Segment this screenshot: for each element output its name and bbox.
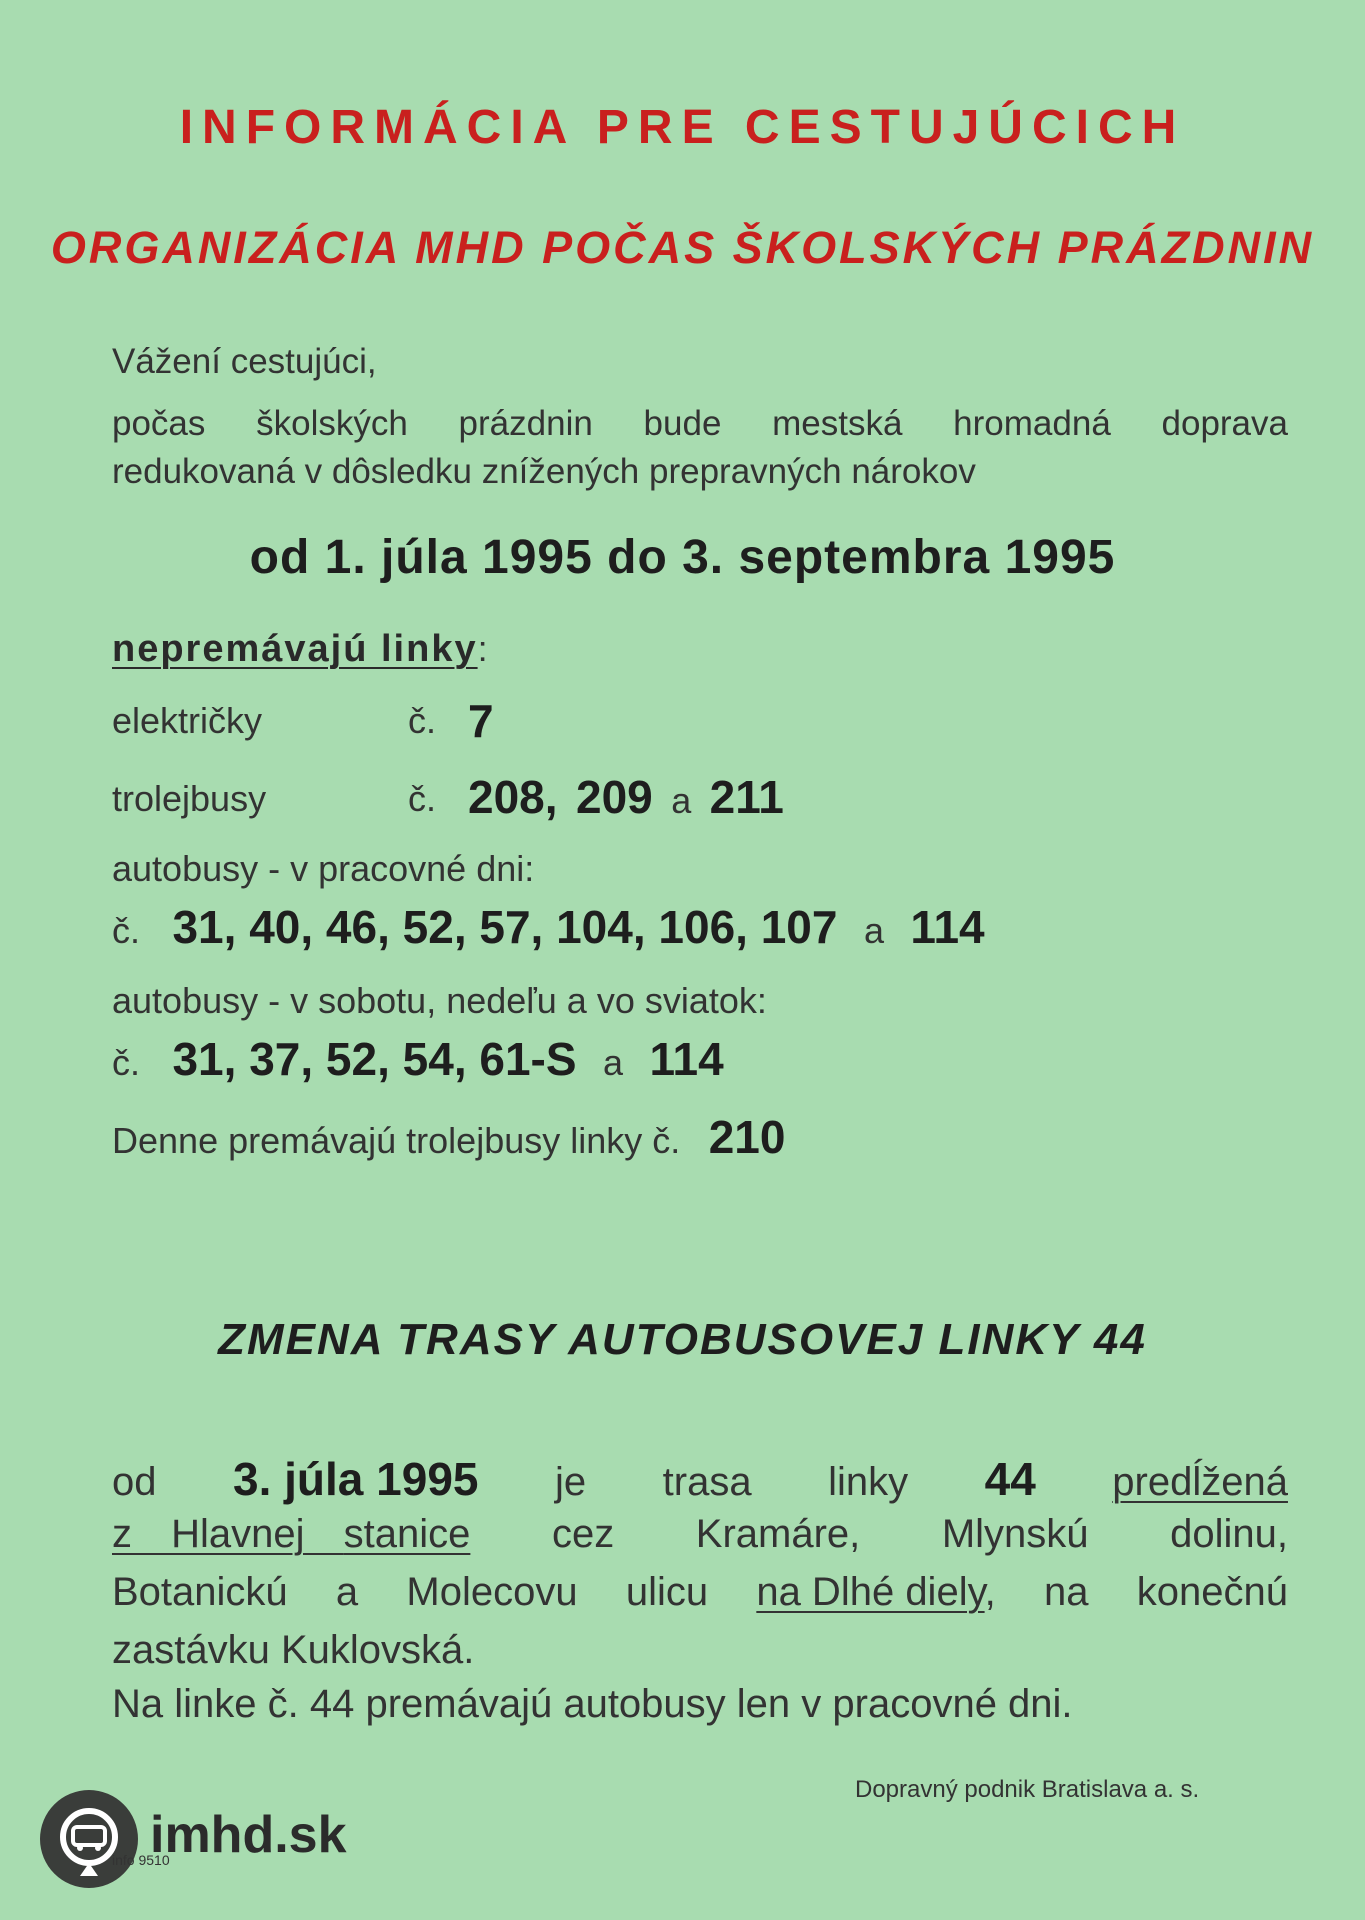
word: konečnú [1136, 1570, 1288, 1614]
buses-weekend-lines [112, 1032, 724, 1086]
word-extended: predĺžená [1112, 1460, 1288, 1504]
word: Botanickú [112, 1570, 288, 1614]
trolleybus-line: 209 [575, 771, 653, 823]
bus-line-last: 114 [910, 901, 985, 953]
buses-weekdays-label: autobusy - v pracovné dni: [112, 848, 535, 889]
word: dolinu, [1170, 1512, 1288, 1556]
word: cez [551, 1512, 615, 1556]
route-date: 3. júla 1995 [233, 1453, 479, 1505]
word: Mlynskú [941, 1512, 1089, 1556]
route-line-5: Na linke č. 44 premávajú autobusy len v pracovné dni. [112, 1682, 1073, 1726]
route-line-1 [112, 1452, 1288, 1506]
daily-line: 210 [708, 1111, 786, 1163]
daily-trolleybus [112, 1110, 785, 1164]
heading-colon: : [477, 628, 488, 669]
route-line-4: zastávku Kuklovská. [112, 1628, 475, 1672]
word: , [984, 1570, 996, 1614]
imhd-logo [40, 1790, 138, 1888]
info-stamp: info 9510 [112, 1852, 170, 1868]
page-title: INFORMÁCIA PRE CESTUJÚCICH [179, 101, 1186, 154]
word: Molecovu [406, 1570, 578, 1614]
word: ulicu [625, 1570, 709, 1614]
word: na [1043, 1570, 1089, 1614]
word: od [112, 1460, 157, 1504]
greeting: Vážení cestujúci, [112, 342, 377, 381]
trolleybuses-prefix: č. [408, 778, 437, 819]
to-dlhe-diely [756, 1570, 995, 1615]
bus-icon [40, 1790, 138, 1888]
trolleybuses-label: trolejbusy [112, 778, 267, 819]
trolleybus-line: 211 [709, 771, 784, 823]
buses-weekdays-prefix: č. [112, 910, 141, 951]
trams-prefix: č. [408, 700, 437, 741]
intro-line-1: počas školských prázdnin bude mestská hromadná doprava [112, 404, 1288, 443]
word: Kramáre, [695, 1512, 861, 1556]
word: z Hlavnej [112, 1512, 305, 1556]
buses-weekend-prefix: č. [112, 1042, 141, 1083]
imhd-logo-text: imhd.sk [150, 1806, 347, 1864]
signature: Dopravný podnik Bratislava a. s. [855, 1776, 1200, 1803]
trolleybus-line: 208 [468, 771, 545, 823]
bus-lines-list: 31, 40, 46, 52, 57, 104, 106, 107 [172, 901, 838, 953]
page-subtitle: ORGANIZÁCIA MHD POČAS ŠKOLSKÝCH PRÁZDNIN [50, 222, 1315, 273]
word: na Dlhé diely [756, 1570, 985, 1614]
route-line-3 [112, 1570, 1288, 1615]
intro-line-2: redukovaná v dôsledku znížených prepravných nárokov [112, 452, 976, 491]
route-line-number: 44 [984, 1453, 1036, 1505]
bus-lines-list: 31, 37, 52, 54, 61-S [172, 1033, 577, 1085]
conjunction: a [863, 910, 884, 951]
from-main-station [112, 1512, 470, 1557]
word: stanice [343, 1512, 471, 1556]
separator: , [544, 771, 558, 823]
trams-label: električky [112, 700, 263, 741]
buses-weekdays-lines [112, 900, 985, 954]
word: je [555, 1460, 587, 1504]
word: linky [828, 1460, 909, 1504]
trolleybuses-lines [468, 770, 784, 824]
trams-lines: 7 [468, 695, 494, 747]
conjunction: a [671, 780, 692, 821]
not-running-heading-text: nepremávajú linky [112, 628, 478, 670]
word: a [335, 1570, 359, 1614]
not-running-heading [112, 628, 488, 671]
validity-period: od 1. júla 1995 do 3. septembra 1995 [249, 531, 1116, 584]
conjunction: a [603, 1042, 624, 1083]
bus-line-last: 114 [649, 1033, 724, 1085]
route-change-title: ZMENA TRASY AUTOBUSOVEJ LINKY 44 [218, 1315, 1147, 1364]
word: trasa [662, 1460, 752, 1504]
route-line-2 [112, 1512, 1288, 1557]
daily-text: Denne premávajú trolejbusy linky č. [112, 1120, 681, 1161]
buses-weekend-label: autobusy - v sobotu, nedeľu a vo sviatok: [112, 980, 767, 1021]
